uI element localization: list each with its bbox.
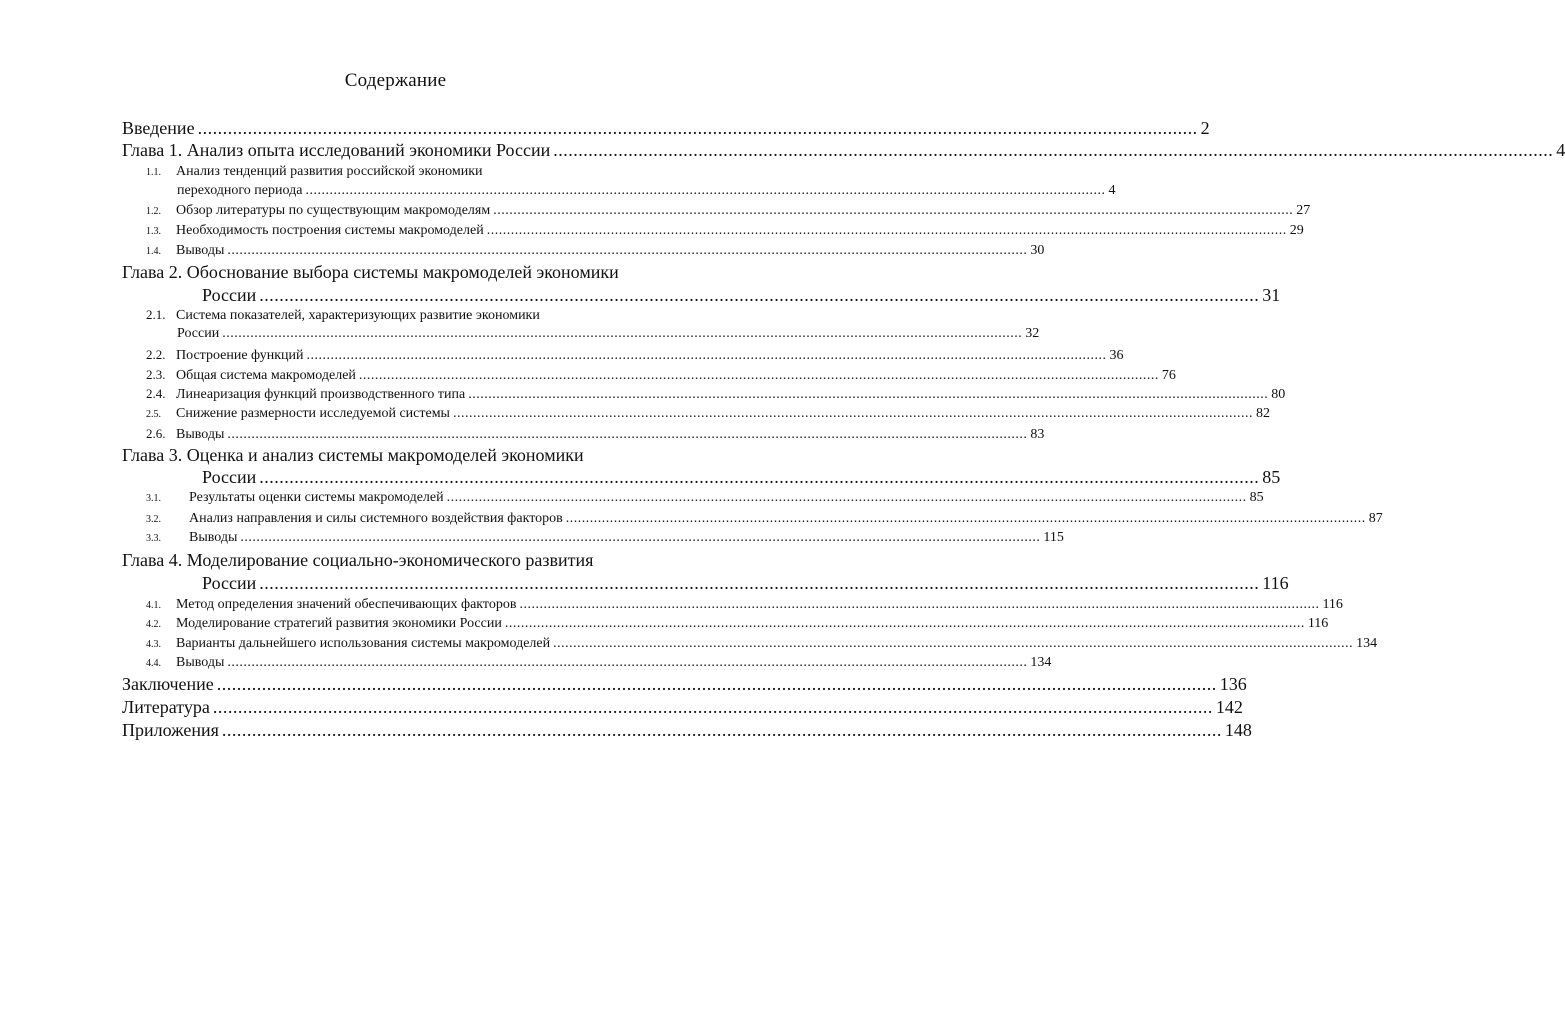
toc-entry-page: 27 (1296, 203, 1311, 218)
toc-entry-number: 1.4. (146, 246, 161, 257)
toc-entry-number: 1.2. (146, 206, 161, 217)
toc-entry-label: Метод определения значений обеспечивающих факторов (176, 597, 517, 612)
toc-entry-2-6 (146, 424, 1045, 443)
toc-entry-number: 4.2. (146, 619, 161, 630)
toc-entry-label: Глава 4. Моделирование социально-экономического развития (122, 550, 594, 570)
toc-entry-page: 134 (1356, 636, 1378, 651)
toc-entry-page: 76 (1161, 368, 1176, 383)
toc-entry-label: Варианты дальнейшего использования системы макромоделей (176, 636, 551, 651)
toc-entry-chapter-1 (122, 139, 1565, 161)
toc-entry-page: 80 (1271, 387, 1286, 402)
dot-leader: ........................................................................................................................................................................................................ (468, 387, 1269, 402)
toc-entry-2-2 (146, 345, 1124, 364)
toc-entry-label: Анализ тенденций развития российской экономики (176, 164, 483, 179)
toc-entry-chapter-3 (122, 444, 584, 466)
toc-entry-3-1 (146, 488, 1264, 507)
dot-leader: ........................................................................................................................................................................................................ (227, 243, 1028, 258)
toc-entry-page: 29 (1289, 223, 1304, 238)
toc-entry-label: Приложения (122, 720, 219, 740)
toc-entry-page: 82 (1255, 406, 1270, 421)
toc-entry-label: переходного периода (177, 183, 303, 198)
toc-entry-number: 1.3. (146, 226, 161, 237)
toc-entry-literature (122, 696, 1243, 718)
toc-entry-label: Введение (122, 118, 195, 138)
toc-entry-label: Выводы (176, 243, 225, 258)
toc-entry-label: Анализ направления и силы системного воздействия факторов (189, 511, 563, 526)
dot-leader: ........................................................................................................................................................................................................ (212, 697, 1213, 717)
dot-leader: ........................................................................................................................................................................................................ (565, 511, 1366, 526)
toc-entry-page: 87 (1368, 511, 1383, 526)
toc-entry-label: России (202, 467, 257, 487)
toc-entry-2-3 (146, 365, 1176, 384)
dot-leader: ........................................................................................................................................................................................................ (306, 348, 1107, 363)
toc-entry-label: Литература (122, 697, 210, 717)
toc-entry-number: 4.4. (146, 658, 161, 669)
toc-entry-page: 2 (1200, 118, 1210, 138)
toc-entry-page: 85 (1262, 467, 1281, 487)
toc-entry-page: 83 (1030, 427, 1045, 442)
toc-entry-1-1-continued (177, 181, 1116, 200)
toc-entry-page: 142 (1215, 697, 1243, 717)
dot-leader: ........................................................................................................................................................................................................ (553, 636, 1354, 651)
toc-entry-1-4 (146, 241, 1045, 260)
toc-entry-2-4 (146, 384, 1286, 403)
dot-leader: ........................................................................................................................................................................................................ (221, 720, 1222, 740)
toc-entry-page: 36 (1109, 348, 1124, 363)
toc-entry-number: 2.5. (146, 409, 161, 420)
dot-leader: ........................................................................................................................................................................................................ (486, 223, 1287, 238)
toc-entry-label: Моделирование стратегий развития экономики России (176, 616, 502, 631)
toc-entry-1-3 (146, 221, 1304, 240)
toc-entry-label: Линеаризация функций производственного типа (176, 387, 466, 402)
dot-leader: ........................................................................................................................................................................................................ (358, 368, 1159, 383)
toc-entry-number: 2.2. (146, 347, 166, 362)
dot-leader: ........................................................................................................................................................................................................ (197, 118, 1198, 138)
dot-leader: ........................................................................................................................................................................................................ (240, 530, 1041, 545)
toc-entry-page: 4 (1108, 183, 1116, 198)
dot-leader: ........................................................................................................................................................................................................ (504, 616, 1305, 631)
toc-entry-chapter-4-continued (202, 572, 1289, 594)
toc-entry-number: 4.3. (146, 639, 161, 650)
toc-entry-chapter-2-continued (202, 284, 1281, 306)
toc-entry-number: 3.3. (146, 533, 161, 544)
toc-entry-chapter-4 (122, 549, 593, 571)
dot-leader: ........................................................................................................................................................................................................ (222, 326, 1023, 341)
toc-entry-3-3 (146, 528, 1064, 547)
dot-leader: ........................................................................................................................................................................................................ (259, 467, 1260, 487)
toc-entry-number: 2.4. (146, 386, 166, 401)
toc-entry-number: 3.1. (146, 493, 161, 504)
toc-entry-page: 32 (1025, 326, 1040, 341)
dot-leader: ........................................................................................................................................................................................................ (452, 406, 1253, 421)
toc-entry-4-3 (146, 634, 1378, 653)
dot-leader: ........................................................................................................................................................................................................ (259, 285, 1260, 305)
toc-entry-4-2 (146, 614, 1329, 633)
dot-leader: ........................................................................................................................................................................................................ (216, 674, 1217, 694)
toc-entry-page: 31 (1262, 285, 1281, 305)
toc-entry-page: 134 (1030, 655, 1052, 670)
toc-entry-1-1 (146, 162, 483, 181)
toc-entry-number: 2.6. (146, 426, 166, 441)
toc-entry-number: 4.1. (146, 600, 161, 611)
toc-entry-appendix (122, 719, 1252, 741)
toc-entry-page: 148 (1224, 720, 1252, 740)
dot-leader: ........................................................................................................................................................................................................ (519, 597, 1320, 612)
dot-leader: ........................................................................................................................................................................................................ (305, 183, 1106, 198)
toc-entry-4-4 (146, 653, 1052, 672)
toc-entry-2-5 (146, 404, 1270, 423)
toc-entry-chapter-3-continued (202, 466, 1281, 488)
toc-entry-page: 4 (1556, 140, 1565, 160)
toc-entry-page: 116 (1307, 616, 1329, 631)
toc-entry-label: Глава 1. Анализ опыта исследований экономики России (122, 140, 551, 160)
toc-entry-label: Обзор литературы по существующим макромоделям (176, 203, 491, 218)
dot-leader: ........................................................................................................................................................................................................ (259, 573, 1260, 593)
toc-entry-number: 2.3. (146, 367, 166, 382)
toc-entry-label: Построение функций (176, 348, 304, 363)
toc-entry-label: Общая система макромоделей (176, 368, 356, 383)
toc-entry-label: России (202, 573, 257, 593)
toc-entry-label: России (202, 285, 257, 305)
toc-entry-page: 30 (1030, 243, 1045, 258)
toc-title: Содержание (344, 70, 447, 91)
toc-entry-1-2 (146, 201, 1311, 220)
toc-entry-label: Результаты оценки системы макромоделей (189, 490, 444, 505)
toc-entry-page: 116 (1322, 597, 1343, 612)
toc-entry-3-2 (146, 509, 1383, 528)
toc-entry-number: 3.2. (146, 514, 161, 525)
toc-entry-page: 116 (1262, 573, 1289, 593)
toc-entry-label: Глава 2. Обоснование выбора системы макромоделей экономики (122, 262, 619, 282)
dot-leader: ........................................................................................................................................................................................................ (553, 140, 1554, 160)
toc-entry-intro (122, 117, 1210, 139)
toc-entry-label: Необходимость построения системы макромоделей (176, 223, 484, 238)
toc-entry-page: 136 (1219, 674, 1247, 694)
dot-leader: ........................................................................................................................................................................................................ (493, 203, 1294, 218)
toc-entry-2-1-continued (177, 324, 1040, 343)
toc-entry-page: 85 (1249, 490, 1264, 505)
toc-entry-label: Выводы (176, 655, 225, 670)
toc-entry-page: 115 (1043, 530, 1064, 545)
toc-entry-number: 2.1. (146, 307, 166, 322)
toc-entry-label: Выводы (189, 530, 238, 545)
toc-entry-label: России (177, 326, 220, 341)
dot-leader: ........................................................................................................................................................................................................ (227, 655, 1028, 670)
toc-entry-conclusion (122, 673, 1247, 695)
toc-entry-label: Выводы (176, 427, 225, 442)
toc-entry-label: Заключение (122, 674, 214, 694)
toc-entry-4-1 (146, 595, 1343, 614)
toc-entry-label: Система показателей, характеризующих развитие экономики (176, 308, 540, 323)
toc-entry-number: 1.1. (146, 167, 161, 178)
toc-entry-label: Глава 3. Оценка и анализ системы макромоделей экономики (122, 445, 584, 465)
toc-entry-chapter-2 (122, 261, 619, 283)
toc-entry-label: Снижение размерности исследуемой системы (176, 406, 450, 421)
toc-entry-2-1 (146, 305, 540, 324)
dot-leader: ........................................................................................................................................................................................................ (446, 490, 1247, 505)
dot-leader: ........................................................................................................................................................................................................ (227, 427, 1028, 442)
